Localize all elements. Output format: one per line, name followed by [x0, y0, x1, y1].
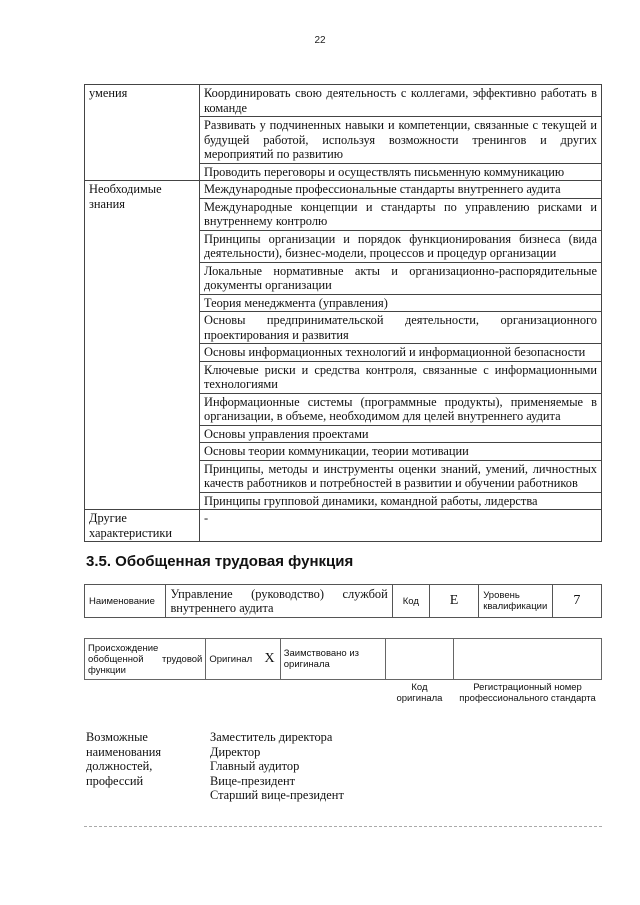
- row-label-other: Другие характеристики: [85, 510, 200, 542]
- list-item: Директор: [210, 744, 261, 759]
- reg-number-cell: [454, 639, 602, 680]
- level-label: Уровень квалификации: [479, 585, 552, 618]
- code-label: Код: [392, 585, 429, 618]
- row-label-knowledge: Необходимые знания: [85, 181, 200, 510]
- table-row: [85, 510, 602, 542]
- skill-item: Координировать свою деятельность с коллегами, эффективно работать в команде: [200, 85, 602, 117]
- code-value: E: [429, 585, 478, 618]
- table-row: [85, 181, 602, 199]
- knowledge-item: Принципы организации и порядок функционирования бизнеса (вида деятельности), бизнес-модели, процессов и процедур организации: [200, 230, 602, 262]
- skills-knowledge-table: [84, 84, 602, 542]
- section-title: 3.5. Обобщенная трудовая функция: [86, 553, 354, 570]
- borrowed-label: Заимствовано из оригинала: [280, 639, 385, 680]
- table-row: [85, 85, 602, 117]
- row-label-skills: умения: [85, 85, 200, 181]
- origin-label: Происхождение обобщенной трудовой функции: [85, 639, 206, 680]
- code-original-caption: Код оригинала: [396, 682, 443, 704]
- level-value: 7: [552, 585, 601, 618]
- knowledge-item: Информационные системы (программные продукты), применяемые в организации, в объеме, необходимом для целей внутреннего аудита: [200, 393, 602, 425]
- knowledge-item: Теория менеджмента (управления): [200, 294, 602, 312]
- knowledge-item: Ключевые риски и средства контроля, связанные с информационными технологиями: [200, 361, 602, 393]
- positions-list: [210, 730, 344, 803]
- positions-label: Возможные наименования должностей, профессий: [86, 730, 162, 788]
- list-item: Старший вице-президент: [210, 788, 344, 803]
- skill-item: Проводить переговоры и осуществлять письменную коммуникацию: [200, 163, 602, 181]
- original-label: Оригинал: [206, 639, 260, 680]
- page-number: 22: [314, 35, 326, 46]
- knowledge-item: Принципы, методы и инструменты оценки знаний, умений, личностных качеств работников и потребностей в развитии и обучении работников: [200, 460, 602, 492]
- other-item: -: [200, 510, 602, 542]
- knowledge-item: Основы информационных технологий и информационной безопасности: [200, 344, 602, 362]
- reg-number-caption: Регистрационный номер профессионального стандарта: [459, 682, 596, 704]
- knowledge-item: Международные концепции и стандарты по управлению рисками и внутреннему контролю: [200, 198, 602, 230]
- list-item: Главный аудитор: [210, 759, 300, 774]
- knowledge-item: Принципы групповой динамики, командной работы, лидерства: [200, 492, 602, 510]
- knowledge-item: Международные профессиональные стандарты внутреннего аудита: [200, 181, 602, 199]
- knowledge-item: Основы предпринимательской деятельности, организационного проектирования и развития: [200, 312, 602, 344]
- list-item: Заместитель директора: [210, 730, 333, 744]
- code-original-cell: [385, 639, 453, 680]
- list-item: Вице-президент: [210, 773, 296, 788]
- origin-table: [84, 638, 602, 714]
- original-mark: X: [259, 639, 280, 680]
- divider: [84, 826, 602, 827]
- name-label: Наименование: [85, 585, 166, 618]
- function-name: Управление (руководство) службой внутреннего аудита: [166, 585, 392, 618]
- skill-item: Развивать у подчиненных навыки и компетенции, связанные с текущей и будущей работой, используя возможности тренингов и других мероприятий по развитию: [200, 117, 602, 164]
- knowledge-item: Основы управления проектами: [200, 425, 602, 443]
- knowledge-item: Локальные нормативные акты и организационно-распорядительные документы организации: [200, 262, 602, 294]
- knowledge-item: Основы теории коммуникации, теории мотивации: [200, 443, 602, 461]
- generalized-function-table: [84, 584, 602, 618]
